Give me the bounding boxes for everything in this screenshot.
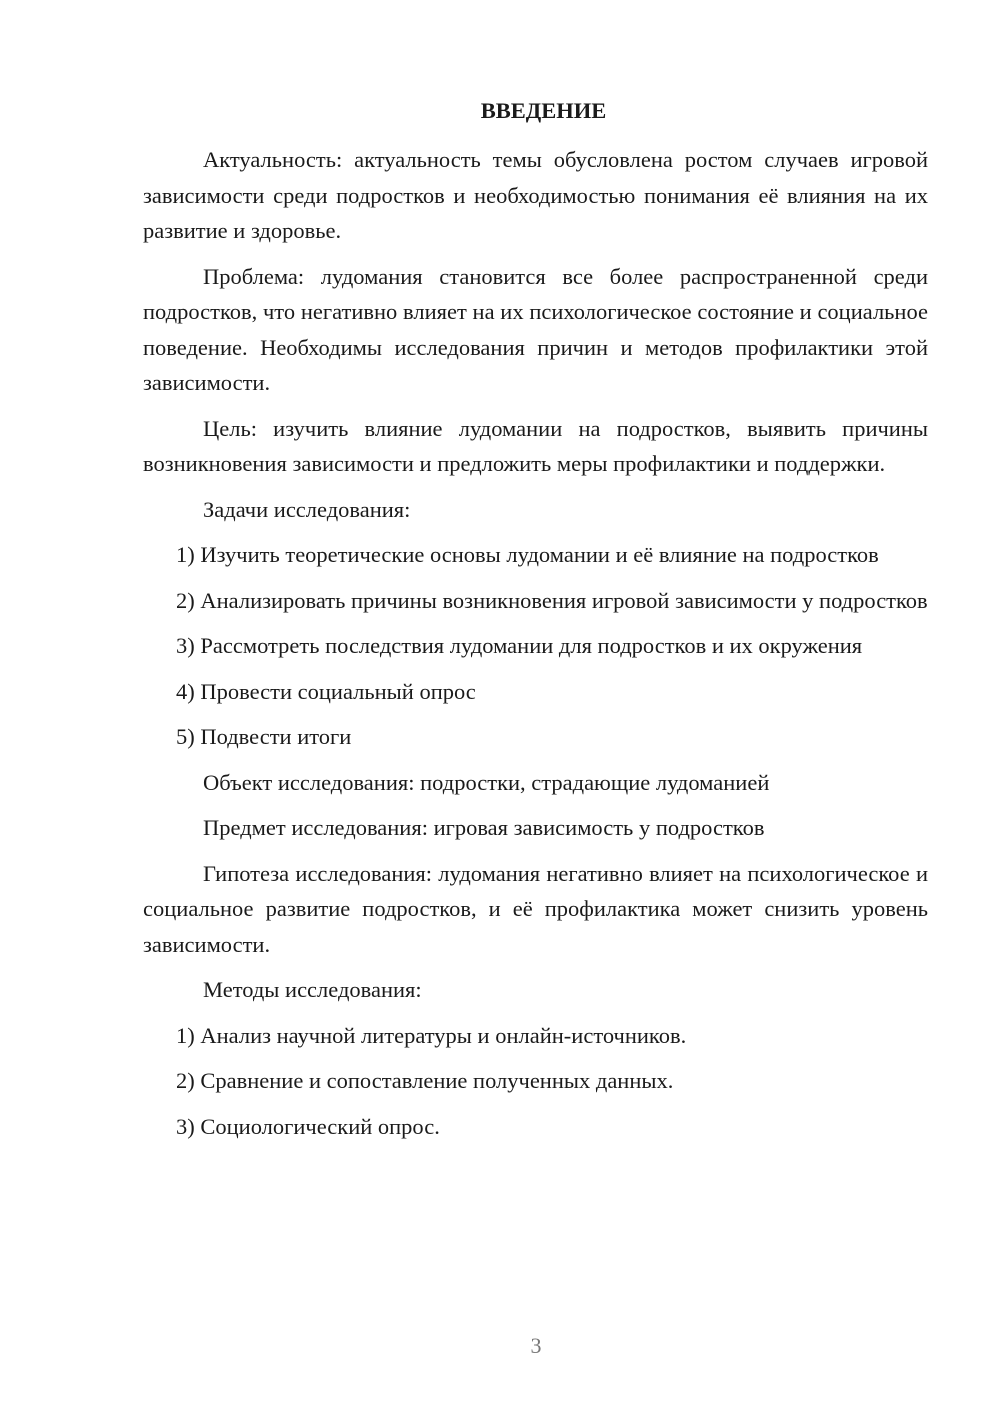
document-body [143, 93, 928, 1154]
tasks-heading: Задачи исследования: [203, 496, 411, 522]
method-item: 2) Сравнение и сопоставление полученных данных. [176, 1068, 674, 1093]
method-item: 1) Анализ научной литературы и онлайн-источников. [176, 1022, 687, 1048]
page-title: ВВЕДЕНИЕ [480, 98, 607, 123]
hypothesis-paragraph: Гипотеза исследования: лудомания негативно влияет на психологическое и социальное развитие подростков, и её профилактика может снизить уровень зависимости. [143, 860, 928, 957]
task-item: 3) Рассмотреть последствия лудомании для подростков и их окружения [176, 633, 863, 658]
methods-heading: Методы исследования: [203, 977, 422, 1002]
problem-paragraph: Проблема: лудомания становится все более распространенной среди подростков, что негативно влияет на их психологическое состояние и социальное поведение. Необходимы исследования причин и методов профилактики этой зависимости. [143, 263, 928, 395]
task-item: 1) Изучить теоретические основы лудомании и её влияние на подростков [176, 542, 879, 567]
goal-paragraph: Цель: изучить влияние лудомании на подростков, выявить причины возникновения зависимости и предложить меры профилактики и поддержки. [143, 415, 928, 476]
page-number: 3 [530, 1333, 542, 1358]
relevance-paragraph: Актуальность: актуальность темы обусловлена ростом случаев игровой зависимости среди подростков и необходимостью понимания её влияния на их развитие и здоровье. [143, 147, 928, 243]
task-item: 5) Подвести итоги [176, 724, 352, 749]
task-item: 2) Анализировать причины возникновения игровой зависимости у подростков [176, 587, 928, 613]
subject-line: Предмет исследования: игровая зависимость у подростков [203, 815, 765, 840]
method-item: 3) Социологический опрос. [176, 1113, 440, 1139]
task-item: 4) Провести социальный опрос [176, 678, 476, 704]
object-line: Объект исследования: подростки, страдающие лудоманией [203, 769, 770, 795]
